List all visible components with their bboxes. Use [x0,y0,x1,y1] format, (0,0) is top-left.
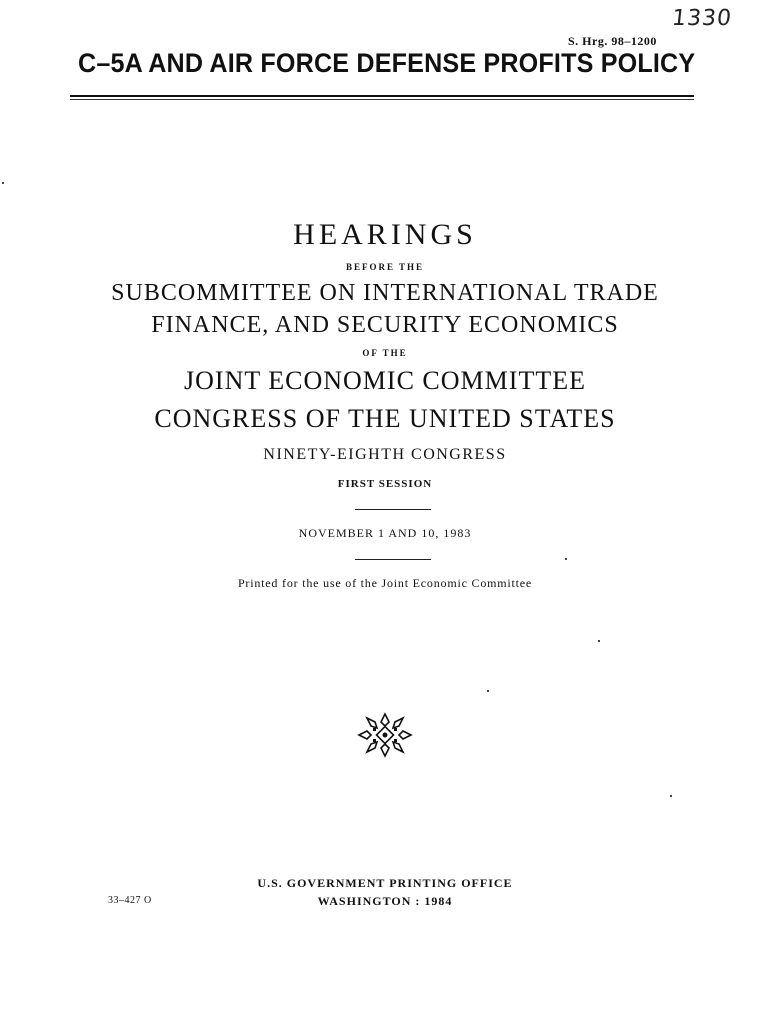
printed-for-note: Printed for the use of the Joint Economic Committee [237,576,533,590]
document-title: C–5A AND AIR FORCE DEFENSE PROFITS POLICY [78,48,696,78]
congress-number: NINETY-EIGHTH CONGRESS [263,446,507,463]
subcommittee-name-line2: FINANCE, AND SECURITY ECONOMICS [151,312,619,338]
committee-name: JOINT ECONOMIC COMMITTEE [184,366,586,395]
scan-speck [565,558,567,560]
printers-ornament-icon [355,710,415,760]
handwritten-number: 1330 [670,6,734,31]
session-label: FIRST SESSION [337,478,433,490]
hearing-dates: NOVEMBER 1 AND 10, 1983 [298,526,472,540]
scan-speck [487,690,489,692]
dates-rule-bottom [355,559,431,560]
scan-speck [598,640,600,642]
title-rule-thick [70,95,694,97]
hearing-number: S. Hrg. 98–1200 [568,34,657,48]
printer-name: U.S. GOVERNMENT PRINTING OFFICE [257,876,513,890]
of-the-label: OF THE [362,348,408,358]
hearings-heading: HEARINGS [293,218,477,251]
title-rule-thin [70,99,694,100]
job-number: 33–427 O [108,895,152,906]
congress-name: CONGRESS OF THE UNITED STATES [154,404,616,433]
printer-place-year: WASHINGTON : 1984 [317,894,453,908]
subcommittee-name-line1: SUBCOMMITTEE ON INTERNATIONAL TRADE [111,280,659,306]
scan-speck [2,182,4,184]
dates-rule-top [355,509,431,510]
before-the-label: BEFORE THE [345,262,425,272]
scan-speck [670,795,672,797]
